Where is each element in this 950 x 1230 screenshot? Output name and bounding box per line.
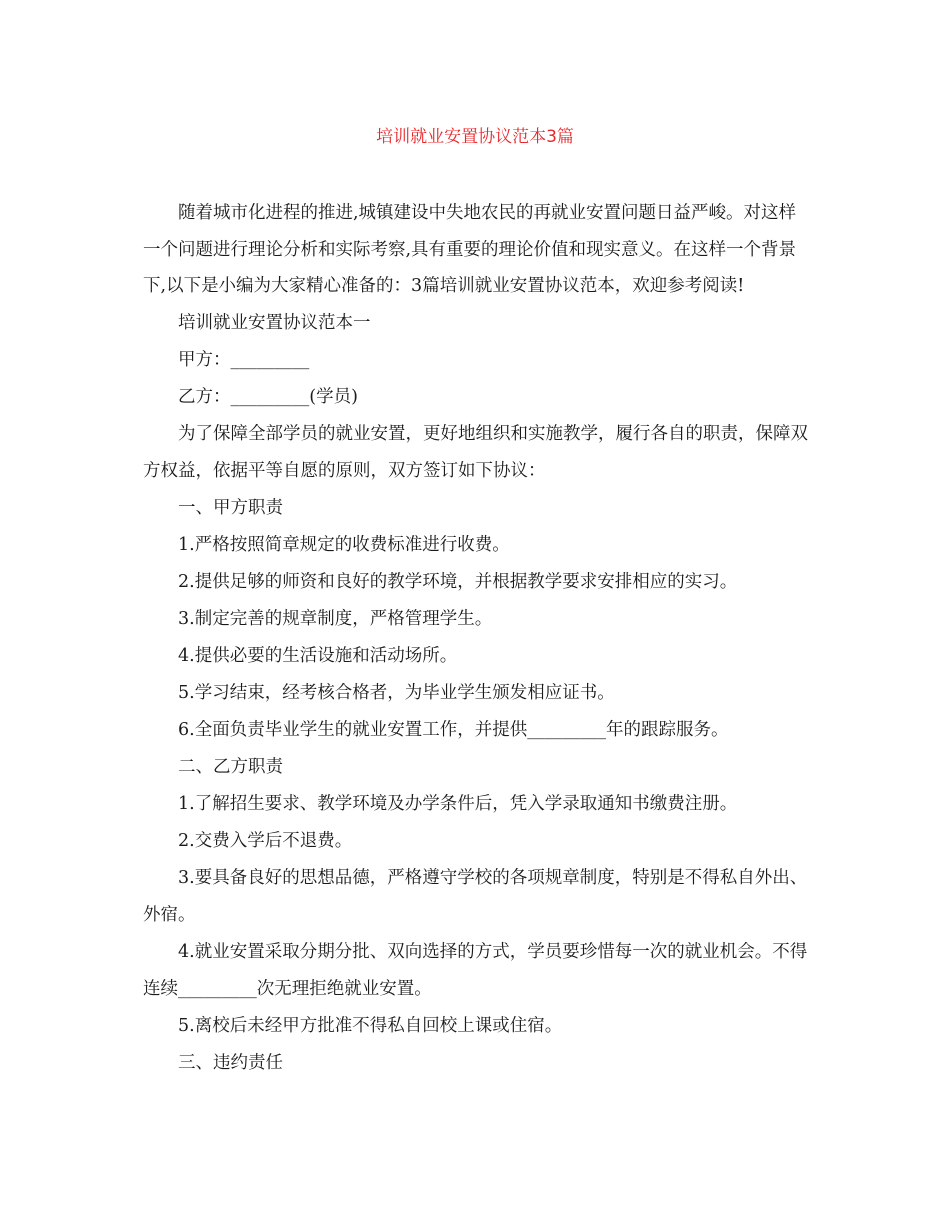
party-a-duty-item: 6.全面负责毕业学生的就业安置工作，并提供_________年的跟踪服务。 bbox=[178, 719, 729, 740]
party-b-duty-item: 3.要具备良好的思想品德，严格遵守学校的各项规章制度，特别是不得私自外出、外宿。 bbox=[143, 867, 808, 925]
party-a-line: 甲方：_________ bbox=[178, 349, 310, 370]
party-a-duty-item: 1.严格按照简章规定的收费标准进行收费。 bbox=[178, 534, 510, 555]
party-b-duty-item: 2.交费入学后不退费。 bbox=[178, 830, 353, 851]
party-b-duty-item: 1.了解招生要求、教学环境及办学条件后，凭入学录取通知书缴费注册。 bbox=[178, 793, 738, 814]
section-heading-agreement-one: 培训就业安置协议范本一 bbox=[178, 312, 371, 333]
intro-paragraph: 随着城市化进程的推进,城镇建设中失地农民的再就业安置问题日益严峻。对这样一个问题进行理论分析和实际考察,具有重要的理论价值和现实意义。在这样一个背景下,以下是小编为大家精心准备的：3篇培训就业安置协议范本，欢迎参考阅读! bbox=[143, 203, 797, 296]
preamble-paragraph: 为了保障全部学员的就业安置，更好地组织和实施教学，履行各自的职责，保障双方权益，依据平等自愿的原则，双方签订如下协议： bbox=[143, 423, 808, 481]
party-a-duty-item: 2.提供足够的师资和良好的教学环境，并根据教学要求安排相应的实习。 bbox=[178, 571, 738, 592]
party-b-duty-item: 5.离校后未经甲方批准不得私自回校上课或住宿。 bbox=[178, 1015, 563, 1036]
party-b-duty-item: 4.就业安置采取分期分批、双向选择的方式，学员要珍惜每一次的就业机会。不得连续_________次无理拒绝就业安置。 bbox=[143, 941, 808, 999]
party-a-duty-item: 5.学习结束，经考核合格者，为毕业学生颁发相应证书。 bbox=[178, 682, 615, 703]
document-body bbox=[143, 195, 808, 1082]
party-a-duty-item: 3.制定完善的规章制度，严格管理学生。 bbox=[178, 608, 493, 629]
party-a-duty-item: 4.提供必要的生活设施和活动场所。 bbox=[178, 645, 458, 666]
section-heading-liability: 三、违约责任 bbox=[178, 1052, 283, 1073]
section-heading-party-b-duties: 二、乙方职责 bbox=[178, 756, 283, 777]
document-title: 培训就业安置协议范本3篇 bbox=[376, 127, 574, 147]
section-heading-party-a-duties: 一、甲方职责 bbox=[178, 497, 283, 518]
party-b-line: 乙方：_________(学员) bbox=[178, 386, 358, 407]
